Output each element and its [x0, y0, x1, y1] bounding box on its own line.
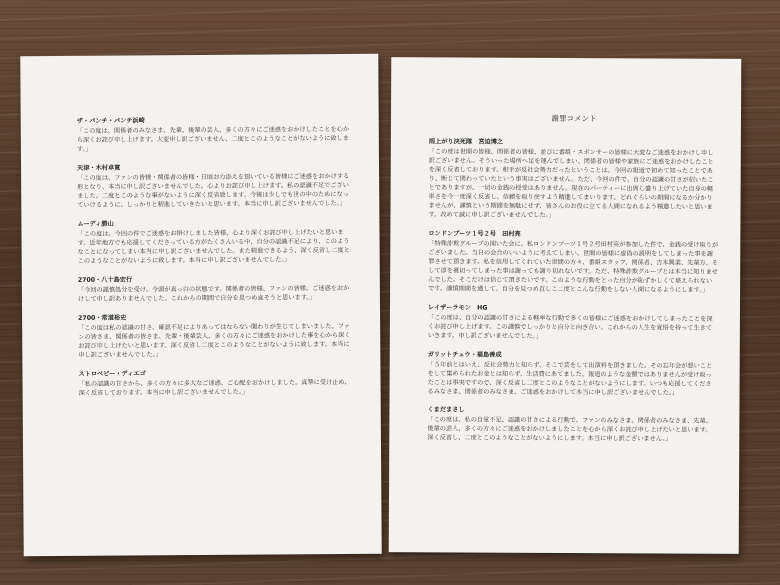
apology-entry — [78, 313, 352, 361]
entry-name: くまだまさし — [427, 406, 465, 414]
entry-text: 「この度は世間の皆様、関係者の皆様、並びに番組・スポンサーの皆様に大変なご迷惑をおかけし申し訳ございません。そういった場所へ足を運んでしまい、関係者の皆様や家族にご迷惑をおかけしたことを深く反省しております。相手が反社会勢力だったということは、今回の報道で初めて知ったことであり、断じて関わっていたという事実はございません。ただ、今回の件で、自分の認識の甘さが招いたことでありますが、一切の金銭の授受はありません。現在のパーティーに出席し盛り上げていた自身の軽率さを今一度深く反省し、信頼を取り戻すよう精進してまいります。どれぐらいの期間になるか分かりませんが、謹慎という期間を無駄にせず、皆さんのお役に立てる人間になれるよう精進したいと思います。改めて誠に申し訳ございませんでした。」 — [428, 148, 714, 219]
entry-text: 「特殊詐欺グループの開いた会に、私ロンドンブーツ１号２号田村亮が参加した件で、金銭の受け取りがございました。当日の会合のいいように考えてしまい、世間の皆様に虚偽の説明をしてしまった事を謝罪させて頂きます。私を信用してくれていた世間の方々、番組スタッフ、関係者、吉本興業、先輩方、そして淳を裏切ってしまった事は謝っても謝り切れないです。ただ、特殊詐欺グループとは本当に知りませんでした。そこだけは信じて頂きたいです。このような行動をとった自分が恥ずかしくて堪えられないです。謹慎期間を通して、自分を見つめ直しこ二度とこんな行動をしない人間になるようにします。」 — [428, 240, 719, 294]
entry-text: 「この度は、今回の件でご迷惑をお掛けしました皆様、心より深くお詫び申し上げたいと思います。近年地方でも応援してくださっている方がたくさんいる中、自分の認識不足により、このようなことになってしまい本当に申し訳ございませんでした。また精進できるよう、深く反省し二度とこのようなことがないように致します。本当に申し訳ございませんでした。」 — [77, 228, 350, 265]
entry-name: レイザーラモン HG — [427, 303, 488, 312]
entry-name: 天津・木村卓寛 — [77, 164, 121, 172]
right-document-page — [389, 57, 742, 554]
apology-entry — [428, 304, 718, 342]
apology-entry — [77, 116, 351, 155]
document-title: 謝罪コメント — [551, 113, 597, 124]
apology-entry — [427, 407, 717, 445]
apology-entry — [428, 138, 718, 221]
entry-name: 2700・常道裕史 — [78, 314, 127, 322]
entry-text: 「５年前とはいえ、反社会勢力と知らず、そこで芸をして出演料を頂きました。その忘年会が悪いことをして集められたお金とは知らず、生活費にあてました。報道のような金額ではありませんが受け取ったことは事実ですので、深く反省し二度とこのようなことがないようにします。いつも応援してくださるみなさま、関係者のみなさま、ご迷惑をおかけして本当に申し訳ございませんでした。」 — [427, 360, 713, 397]
entry-text: 「今回の謹慎処分を受け、今頭が真っ白の状態です。関係者の皆様、ファンの皆様、ご迷惑をおかけして申し訳ありませんでした。これからの期間で自分を見つめ直そうと思います。」 — [77, 284, 350, 303]
entry-name: ストロベビー・ディエゴ — [78, 370, 146, 378]
right-entry-list — [427, 138, 719, 445]
apology-entry — [77, 163, 351, 211]
entry-name: ガリットチュウ・福島善成 — [427, 350, 502, 359]
entry-name: 雨上がり決死隊 宮迫博之 — [428, 138, 504, 146]
apology-entry — [78, 369, 352, 399]
entry-name: ロンドンブーツ１号２号 田村亮 — [428, 230, 521, 238]
apology-entry — [77, 219, 351, 267]
entry-name: 2700・八十島宏行 — [77, 276, 133, 284]
apology-entry — [78, 275, 352, 305]
entry-text: 「この度は、関係者のみなさま、先輩、後輩の芸人、多くの方々にご迷惑をおかけしたことを心から深くお詫び申し上げます。大変申し訳ございません、二度とこのようなことがないように致します。」 — [76, 125, 350, 153]
entry-text: 「この度は私の認識の甘さ、確認不足によりあってはならない闇わりが生じてしまいました。ファンの皆さま、関係者の皆さま、先輩・後輩芸人、多くの方々にご迷惑をおかけした事を心から深くお詫び申し上げたいと思います。深く反省し二度とこのようなことがないように致します。本当に申し訳ございませんでした。」 — [78, 322, 351, 359]
left-entry-list — [77, 116, 353, 399]
entry-name: ムーディ勝山 — [77, 220, 114, 228]
apology-entry — [428, 351, 718, 398]
entry-text: 「この度は、自分の認識の甘さによる軽率な行動で多くの皆様にご迷惑をおかけしてしまったことを深くお詫び申し上げます。この謹慎でしっかりと自分と向き合い、これからの人生を覚悟を持って生きていきます。申し訳ございませんでした。」 — [427, 313, 713, 340]
entry-name: ザ・パンチ・パンチ浜崎 — [76, 117, 145, 125]
entry-text: 「私の認識の甘さから、多くの方々に多大なご迷惑、ご心配をおかけしました。真摯に受け止め、深く反省しております。本当に申し訳ございませんでした。」 — [78, 378, 351, 397]
left-document-page — [20, 54, 381, 556]
apology-entry — [428, 230, 718, 295]
entry-text: 「この度は、ファンの皆様・関係者の皆様・日頃お力添えを頂いている皆様にご迷惑をおかけする形となり、本当に申し訳ございませんでした。心よりお詫び申し上げます。私の認識不足でございました。二度とこのような事がないように深く反省致します。今後は少しでも世の中のためになっていけるように、しっかりと精進していきたいと思います。本当に申し訳ございませんでした。」 — [77, 172, 350, 209]
entry-text: 「この度は、私の自覚不足、認識の甘さによる行動で、ファンのみなさま、関係者のみなさま、先輩、後輩の芸人、多くの方々にご迷惑をおかけしましたことを心から深くお詫び申し上げたいと思います。深く反省し、二度とこのようなことがないようにします。本当に申し訳ございません。」 — [427, 416, 712, 443]
